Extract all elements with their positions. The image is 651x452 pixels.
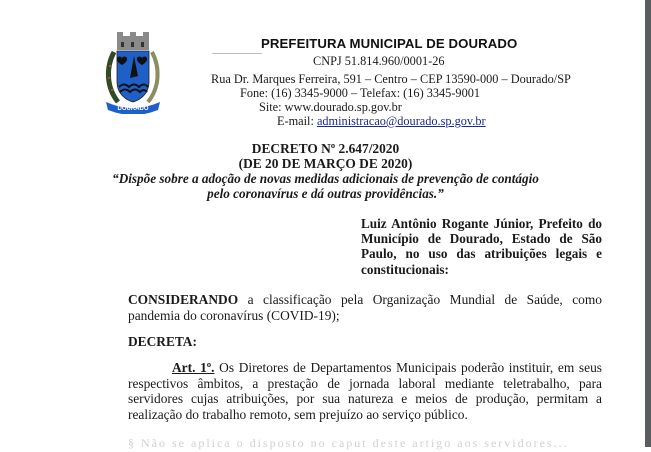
scan-edge-strip — [645, 0, 651, 447]
decree-number: DECRETO Nº 2.647/2020 — [251, 141, 400, 156]
institution-name: PREFEITURA MUNICIPAL DE DOURADO — [261, 36, 518, 51]
decree-date: (DE 20 DE MARÇO DE 2020) — [238, 156, 413, 171]
considerando-text: a classificação pela Organização Mundial de Saúde, como pandemia do coronavírus (COVID-19); — [128, 292, 602, 323]
email-line — [277, 114, 486, 128]
address: Rua Dr. Marques Ferreira, 591 – Centro – CEP 13590-000 – Dourado/SP — [211, 72, 571, 86]
decreta-heading: DECRETA: — [128, 334, 197, 349]
article-1-text: Os Diretores de Departamentos Municipais poderão instituir, em seus respectivos âmbitos, a prestação de jornada laboral mediante teletrabalho, para servidores cujas atribuições, por sua natureza e meios de produção, permitam a realização do trabalho remoto, sem prejuízo ao serviço público. — [128, 360, 602, 422]
phone: Fone: (16) 3345-9000 – Telefax: (16) 3345-9001 — [240, 86, 481, 100]
article-1-label: Art. 1º. — [172, 360, 215, 375]
cnpj: CNPJ 51.814.960/0001-26 — [313, 54, 445, 68]
header-divider — [212, 53, 262, 54]
decree-summary-line-1: “Dispõe sobre a adoção de novas medidas adicionais de prevenção de contágio — [112, 171, 539, 186]
considerando-label: CONSIDERANDO — [128, 292, 239, 307]
crest-banner-text: DOURADO — [117, 106, 149, 112]
email-label: E-mail: — [277, 114, 317, 128]
article-1 — [128, 360, 602, 422]
preamble: Luiz Antônio Rogante Júnior, Prefeito do Município de Dourado, Estado de São Paulo, no uso das atribuições legais e constitucionais: — [361, 216, 602, 277]
email-link[interactable]: administracao@dourado.sp.gov.br — [316, 114, 486, 128]
decree-summary-line-2: pelo coronavírus e dá outras providências.” — [207, 186, 444, 201]
next-paragraph-cutoff: § Não se aplica o disposto no caput deste artigo aos servidores... — [128, 436, 569, 450]
considerando-paragraph — [128, 292, 602, 323]
site: Site: www.dourado.sp.gov.br — [259, 100, 402, 114]
municipal-coat-of-arms-icon — [104, 32, 162, 114]
